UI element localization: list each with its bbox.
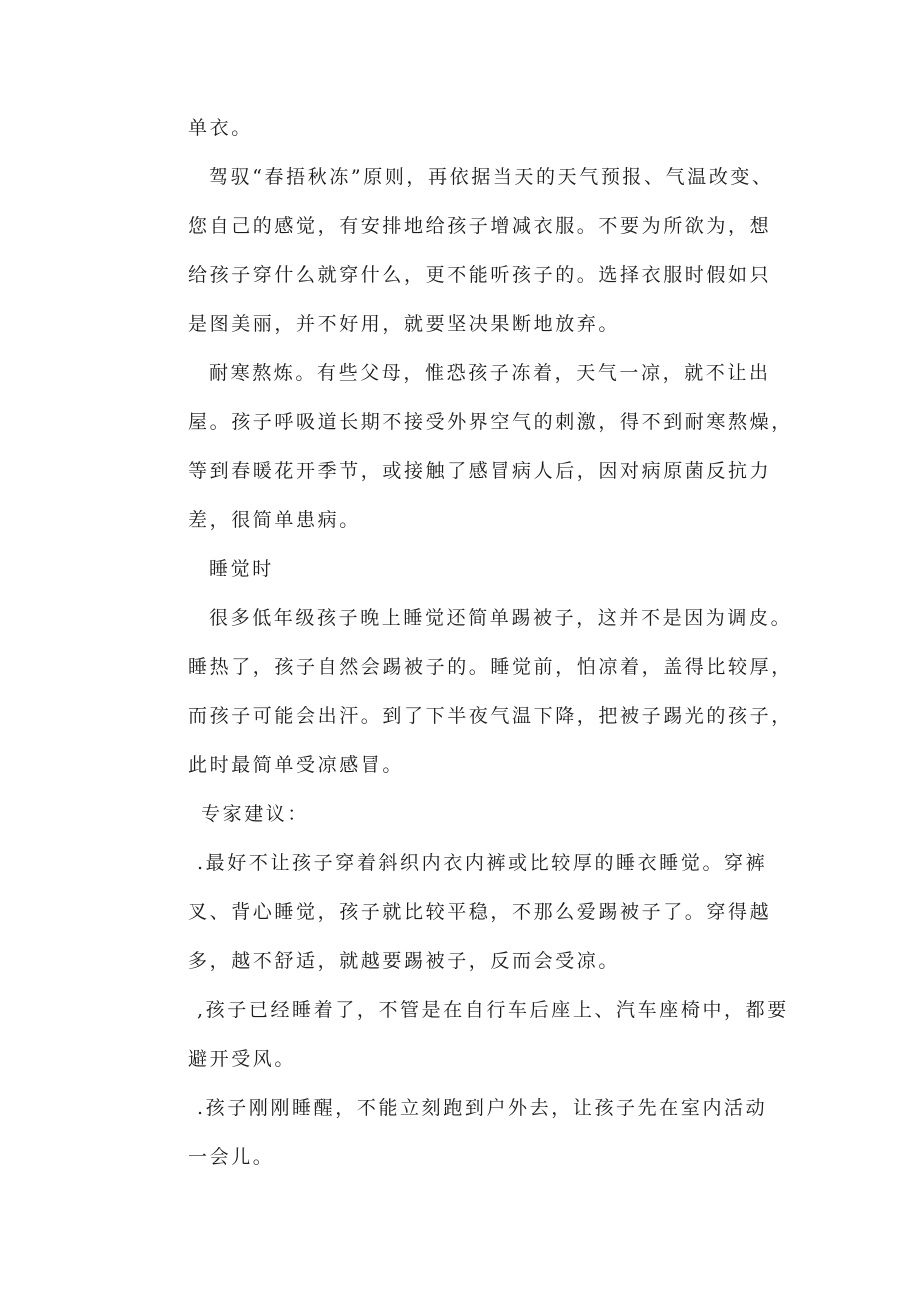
section-heading: 专家建议：	[201, 803, 310, 825]
text-line: 耐寒熬炼。有些父母，惟恐孩子冻着，天气一凉，就不让出	[209, 362, 771, 384]
text-line: 此时最简单受凉感冒。	[188, 754, 405, 776]
text-line: 一会儿。	[188, 1146, 275, 1168]
text-line: 单衣。	[188, 117, 253, 139]
text-line: 很多低年级孩子晚上睡觉还简单踢被子，这并不是因为调皮。	[209, 607, 793, 629]
text-line: 多，越不舒适，就越要踢被子，反而会受凉。	[188, 950, 621, 972]
text-line: .最好不让孩子穿着斜织内衣内裤或比较厚的睡衣睡觉。穿裤	[197, 852, 768, 874]
text-line: 差，很简单患病。	[188, 509, 361, 531]
text-line: 驾驭“春捂秋冻”原则，再依据当天的天气预报、气温改变、	[209, 166, 774, 188]
text-line: 叉、背心睡觉，孩子就比较平稳，不那么爱踢被子了。穿得越	[188, 901, 772, 923]
text-line: 避开受风。	[188, 1048, 297, 1070]
text-line: ,孩子已经睡着了，不管是在自行车后座上、汽车座椅中，都要	[197, 999, 789, 1021]
text-line: 屋。孩子呼吸道长期不接受外界空气的刺激，得不到耐寒熬燥，	[188, 411, 793, 433]
section-heading: 睡觉时	[209, 558, 274, 580]
text-line: 是图美丽，并不好用，就要坚决果断地放弃。	[188, 313, 621, 335]
text-line: 给孩子穿什么就穿什么，更不能听孩子的。选择衣服时假如只	[188, 264, 772, 286]
text-line: 而孩子可能会出汗。到了下半夜气温下降，把被子踢光的孩子，	[188, 705, 793, 727]
text-line: 等到春暖花开季节，或接触了感冒病人后，因对病原菌反抗力	[188, 460, 772, 482]
text-line: 您自己的感觉，有安排地给孩子增减衣服。不要为所欲为，想	[188, 215, 772, 237]
text-line: 睡热了，孩子自然会踢被子的。睡觉前，怕凉着，盖得比较厚，	[188, 656, 793, 678]
text-line: .孩子刚刚睡醒，不能立刻跑到户外去，让孩子先在室内活动	[197, 1097, 768, 1119]
